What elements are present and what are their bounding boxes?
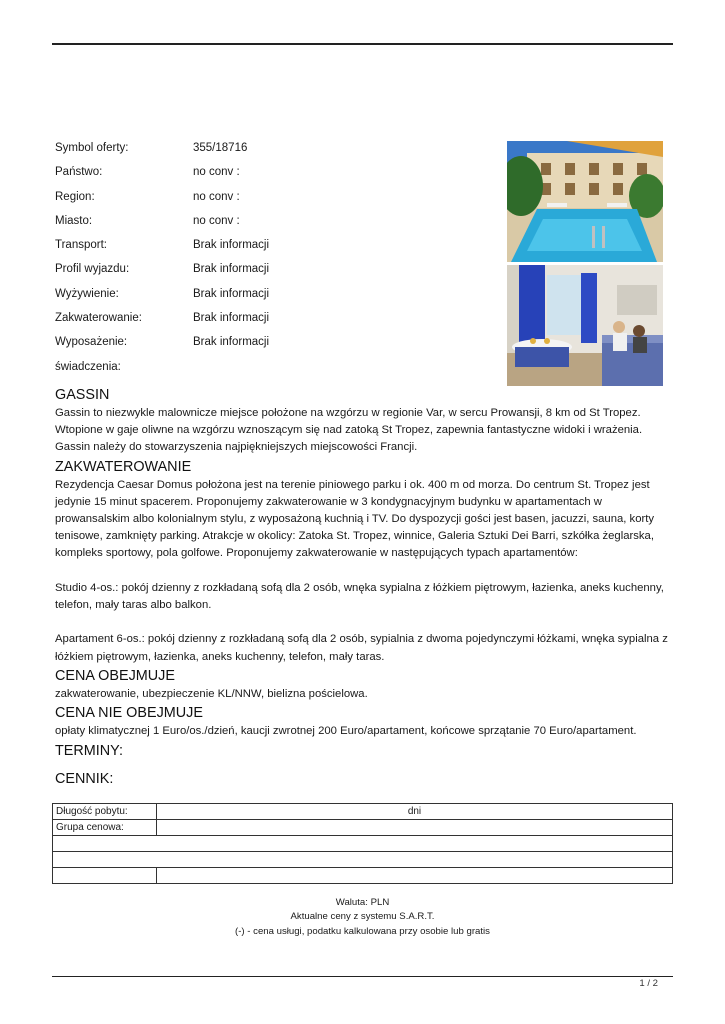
offer-city-row <box>55 215 495 239</box>
offer-field-value: Brak informacji <box>193 239 270 252</box>
table-cell-label: Grupa cenowa: <box>53 820 157 836</box>
offer-field-value: no conv : <box>193 214 240 227</box>
section-text-cena-obejmuje: zakwaterowanie, ubezpieczenie KL/NNW, bielizna pościelowa. <box>55 687 368 700</box>
hotel-pool-photo <box>507 141 663 262</box>
offer-field-label: Zakwaterowanie: <box>55 312 142 325</box>
offer-profile-row <box>55 263 495 287</box>
legend-note: (-) - cena usługi, podatku kalkulowana przy osobie lub gratis <box>235 925 490 937</box>
table-cell-label: Długość pobytu: <box>53 804 157 820</box>
section-title-terminy: TERMINY: <box>55 743 123 760</box>
page-number: 1 / 2 <box>639 978 658 989</box>
header-rule <box>52 43 673 45</box>
offer-field-label: Symbol oferty: <box>55 142 129 154</box>
table-cell-empty <box>53 836 673 852</box>
offer-field-label: Region: <box>55 190 95 203</box>
offer-meals-row <box>55 288 495 312</box>
table-cell-value <box>157 820 673 836</box>
offer-field-value: 355/18716 <box>193 142 248 154</box>
offer-field-value: Brak informacji <box>193 336 270 349</box>
section-title-cennik: CENNIK: <box>55 771 114 788</box>
offer-equipment-row <box>55 336 495 360</box>
offer-country-row <box>55 166 495 190</box>
section-text-zakwaterowanie: Rezydencja Caesar Domus położona jest na terenie piniowego parku i ok. 400 m od morza. Do centrum St. Tropez jest jedynie 15 minut spacerem. Proponujemy zakwaterowanie w 3 kondygnacyjnym budynku w apartamentach w prowansalskim albo kolonialnym stylu, z wyposażoną kuchnią i TV. Do dyspozycji gości jest basen, jacuzzi, sauna, korty tenisowe, zamknięty parking. Atrakcje w okolicy: Zatoka St. Tropez, winnice, Galeria Sztuki Dei Barri, szkółka żeglarska, kompleks sportowy, pola golfowe. Proponujemy zakwaterowanie w następujących typach apartamentów: <box>55 478 655 560</box>
source-note: Aktualne ceny z systemu S.A.R.T. <box>290 911 435 923</box>
offer-services-row <box>55 361 495 385</box>
table-cell-empty <box>157 868 673 884</box>
table-row <box>53 868 673 884</box>
offer-field-label: Miasto: <box>55 214 93 227</box>
offer-field-value: Brak informacji <box>193 312 270 325</box>
offer-transport-row <box>55 239 495 263</box>
offer-field-value: no conv : <box>193 190 240 203</box>
section-title-cena-nie-obejmuje: CENA NIE OBEJMUJE <box>55 705 203 722</box>
section-title-cena-obejmuje: CENA OBEJMUJE <box>55 667 175 684</box>
offer-description <box>55 385 675 789</box>
price-table <box>52 803 673 884</box>
table-row <box>53 820 673 836</box>
offer-field-label: Profil wyjazdu: <box>55 263 130 276</box>
offer-field-label: Wyposażenie: <box>55 336 128 349</box>
offer-field-value: Brak informacji <box>193 263 270 276</box>
footer-rule <box>52 976 673 977</box>
apartment-description: Apartament 6-os.: pokój dzienny z rozkładaną sofą dla 2 osób, sypialnia z dwoma pojedynczymi łóżkami, wnęka sypialna z łóżkiem piętrowym, łazienka, aneks kuchenny, telefon, mały taras. <box>55 633 668 663</box>
price-notes <box>52 896 673 939</box>
table-cell-value: dni <box>157 804 673 820</box>
studio-description: Studio 4-os.: pokój dzienny z rozkładaną sofą dla 2 osób, wnęka sypialna z łóżkiem piętrowym, łazienka, aneks kuchenny, telefon, mały taras albo balkon. <box>55 581 664 612</box>
offer-field-label: Transport: <box>55 239 107 252</box>
table-row <box>53 804 673 820</box>
offer-field-label: Państwo: <box>55 166 103 179</box>
offer-accommodation-row <box>55 312 495 336</box>
offer-region-row <box>55 191 495 215</box>
section-title-gassin: GASSIN <box>55 387 110 403</box>
table-cell-empty <box>53 852 673 868</box>
section-text-gassin: Gassin to niezwykle malownicze miejsce położone na wzgórzu w regionie Var, w sercu Prowansji, 8 km od St Tropez. Wtopione w gaje oliwne na wzgórzu wznoszącym się nad zatoką St Tropez, zapewnia fantastyczne widoki i wrażenia. Gassin należy do stowarzyszenia najpiękniejszych miejscowości Francji. <box>55 407 643 454</box>
table-cell-empty <box>53 868 157 884</box>
offer-field-label: świadczenia: <box>55 360 121 373</box>
offer-symbol-row <box>55 142 495 166</box>
offer-field-value: Brak informacji <box>193 287 270 300</box>
apartment-interior-photo <box>507 265 663 386</box>
section-text-cena-nie-obejmuje: opłaty klimatycznej 1 Euro/os./dzień, kaucji zwrotnej 200 Euro/apartament, końcowe sprzątanie 70 Euro/apartament. <box>55 725 637 738</box>
table-row <box>53 836 673 852</box>
offer-field-value: no conv : <box>193 166 240 179</box>
offer-field-label: Wyżywienie: <box>55 287 119 300</box>
offer-info-table <box>55 142 495 385</box>
table-row <box>53 852 673 868</box>
currency-note: Waluta: PLN <box>335 897 390 908</box>
section-title-zakwaterowanie: ZAKWATEROWANIE <box>55 458 192 475</box>
